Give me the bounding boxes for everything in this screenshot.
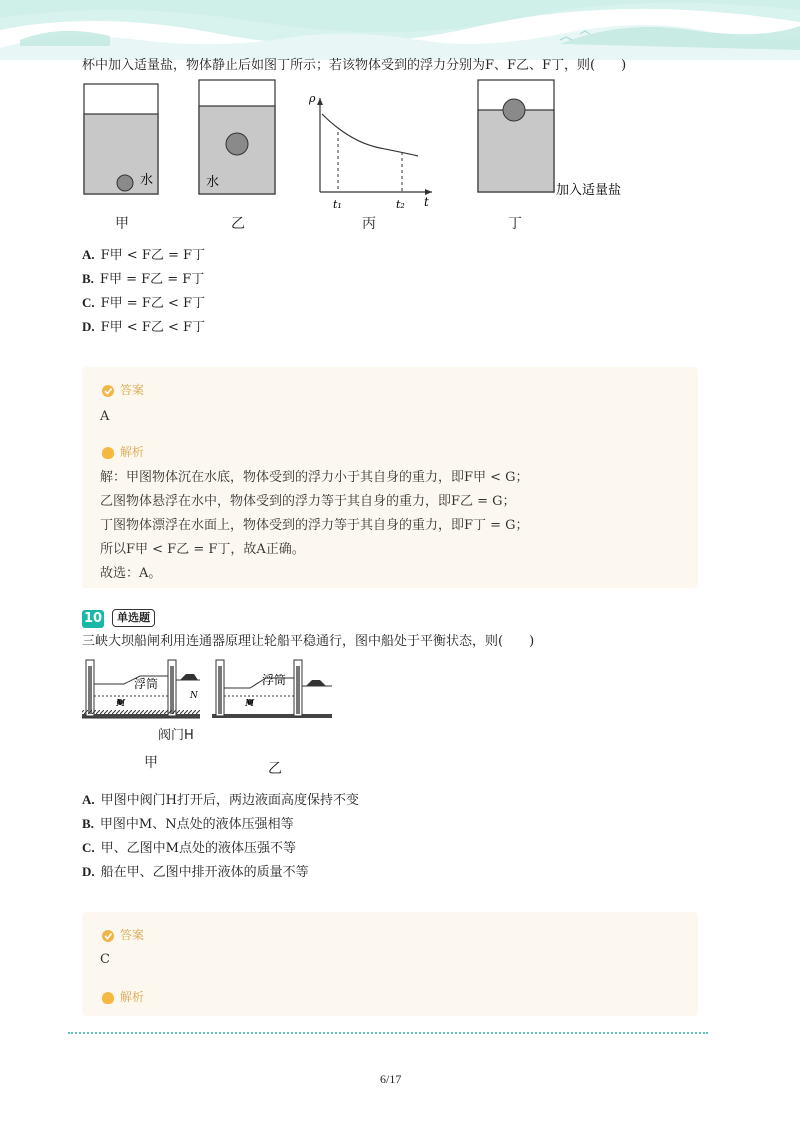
option-letter: A. xyxy=(82,247,95,262)
option-letter: D. xyxy=(82,864,95,879)
graph-t1-label: t₁ xyxy=(333,198,342,211)
label-m-jia: M xyxy=(116,699,126,709)
q10-option-d[interactable] xyxy=(82,863,309,882)
question-number-badge: 10 xyxy=(83,611,103,626)
analysis-line: 解：甲图物体沉在水底，物体受到的浮力小于其自身的重力，即F甲 < G； xyxy=(100,470,529,485)
option-letter: B. xyxy=(82,816,94,831)
option-letter: A. xyxy=(82,792,95,807)
option-text: 甲图中阀门H打开后，两边液面高度保持不变 xyxy=(100,793,359,808)
option-letter: C. xyxy=(82,840,95,855)
label-float-tube-1: 浮筒 xyxy=(134,677,159,691)
analysis-line: 故选：A。 xyxy=(100,566,162,581)
option-text: F甲 = F乙 < F丁 xyxy=(100,296,206,311)
q9-option-c[interactable] xyxy=(82,294,205,313)
q9-answer-box xyxy=(82,367,698,588)
caption-ding: 丁 xyxy=(508,216,522,232)
option-letter: C. xyxy=(82,295,95,310)
analysis-header xyxy=(102,988,144,1005)
caption-bing: 丙 xyxy=(362,216,376,232)
section-divider xyxy=(68,1032,708,1034)
caption-yi: 乙 xyxy=(231,216,245,232)
caption-lock-jia: 甲 xyxy=(144,755,158,771)
answer-header xyxy=(102,381,144,398)
answer-header xyxy=(102,926,144,943)
label-water-yi: 水 xyxy=(206,175,220,190)
analysis-line: 丁图物体漂浮在水面上，物体受到的浮力等于其自身的重力，即F丁 = G； xyxy=(100,518,529,533)
q10-answer-box xyxy=(82,912,698,1016)
answer-value: C xyxy=(100,952,110,967)
label-add-salt: 加入适量盐 xyxy=(556,183,622,198)
q10-option-c[interactable] xyxy=(82,839,296,858)
analysis-line: 所以F甲 < F乙 = F丁，故A正确。 xyxy=(100,542,305,557)
graph-y-label: ρ xyxy=(309,92,316,105)
label-water-jia: 水 xyxy=(140,173,154,188)
option-text: F甲 < F乙 < F丁 xyxy=(100,320,206,335)
option-text: F甲 = F乙 = F丁 xyxy=(99,272,205,287)
answer-label: 答案 xyxy=(120,383,145,397)
analysis-label: 解析 xyxy=(120,445,145,459)
option-letter: D. xyxy=(82,319,95,334)
caption-valve-h: 阀门H xyxy=(158,728,194,743)
question-10-stem: 三峡大坝船闸利用连通器原理让轮船平稳通行，图中船处于平衡状态，则( ) xyxy=(82,634,535,649)
q9-option-d[interactable] xyxy=(82,318,205,337)
analysis-header xyxy=(102,443,144,460)
q9-option-a[interactable] xyxy=(82,246,205,265)
label-float-tube-2: 浮筒 xyxy=(262,673,287,687)
ship-lock-figure xyxy=(80,654,350,726)
page-number: 6/17 xyxy=(380,1072,402,1086)
label-m-yi: M xyxy=(245,699,255,709)
graph-t2-label: t₂ xyxy=(396,198,405,211)
graph-x-label: t xyxy=(424,195,429,209)
lightbulb-icon xyxy=(102,992,114,1004)
check-icon xyxy=(102,385,114,397)
lightbulb-icon xyxy=(102,447,114,459)
option-text: 甲图中M、N点处的液体压强相等 xyxy=(99,817,294,832)
density-time-graph xyxy=(317,98,432,195)
option-text: F甲 < F乙 = F丁 xyxy=(100,248,206,263)
option-text: 船在甲、乙图中排开液体的质量不等 xyxy=(100,865,309,880)
question-9-intro: 杯中加入适量盐，物体静止后如图丁所示；若该物体受到的浮力分别为F、F乙、F丁，则( ) xyxy=(82,58,627,73)
caption-jia: 甲 xyxy=(115,216,129,232)
option-text: 甲、乙图中M点处的液体压强不等 xyxy=(100,841,296,856)
option-letter: B. xyxy=(82,271,94,286)
ship-lock-yi xyxy=(212,660,332,718)
label-n-jia: N xyxy=(190,691,198,701)
beaker-ding xyxy=(478,80,554,192)
question-type-tag: 单选题 xyxy=(112,609,155,627)
q10-option-a[interactable] xyxy=(82,791,359,810)
answer-label: 答案 xyxy=(120,928,145,942)
caption-lock-yi: 乙 xyxy=(268,761,282,777)
q10-option-b[interactable] xyxy=(82,815,294,834)
analysis-line: 乙图物体悬浮在水中，物体受到的浮力等于其自身的重力，即F乙 = G； xyxy=(100,494,516,509)
header-decoration xyxy=(0,0,800,60)
analysis-label: 解析 xyxy=(120,990,145,1004)
answer-value: A xyxy=(100,409,110,424)
check-icon xyxy=(102,930,114,942)
q9-option-b[interactable] xyxy=(82,270,204,289)
